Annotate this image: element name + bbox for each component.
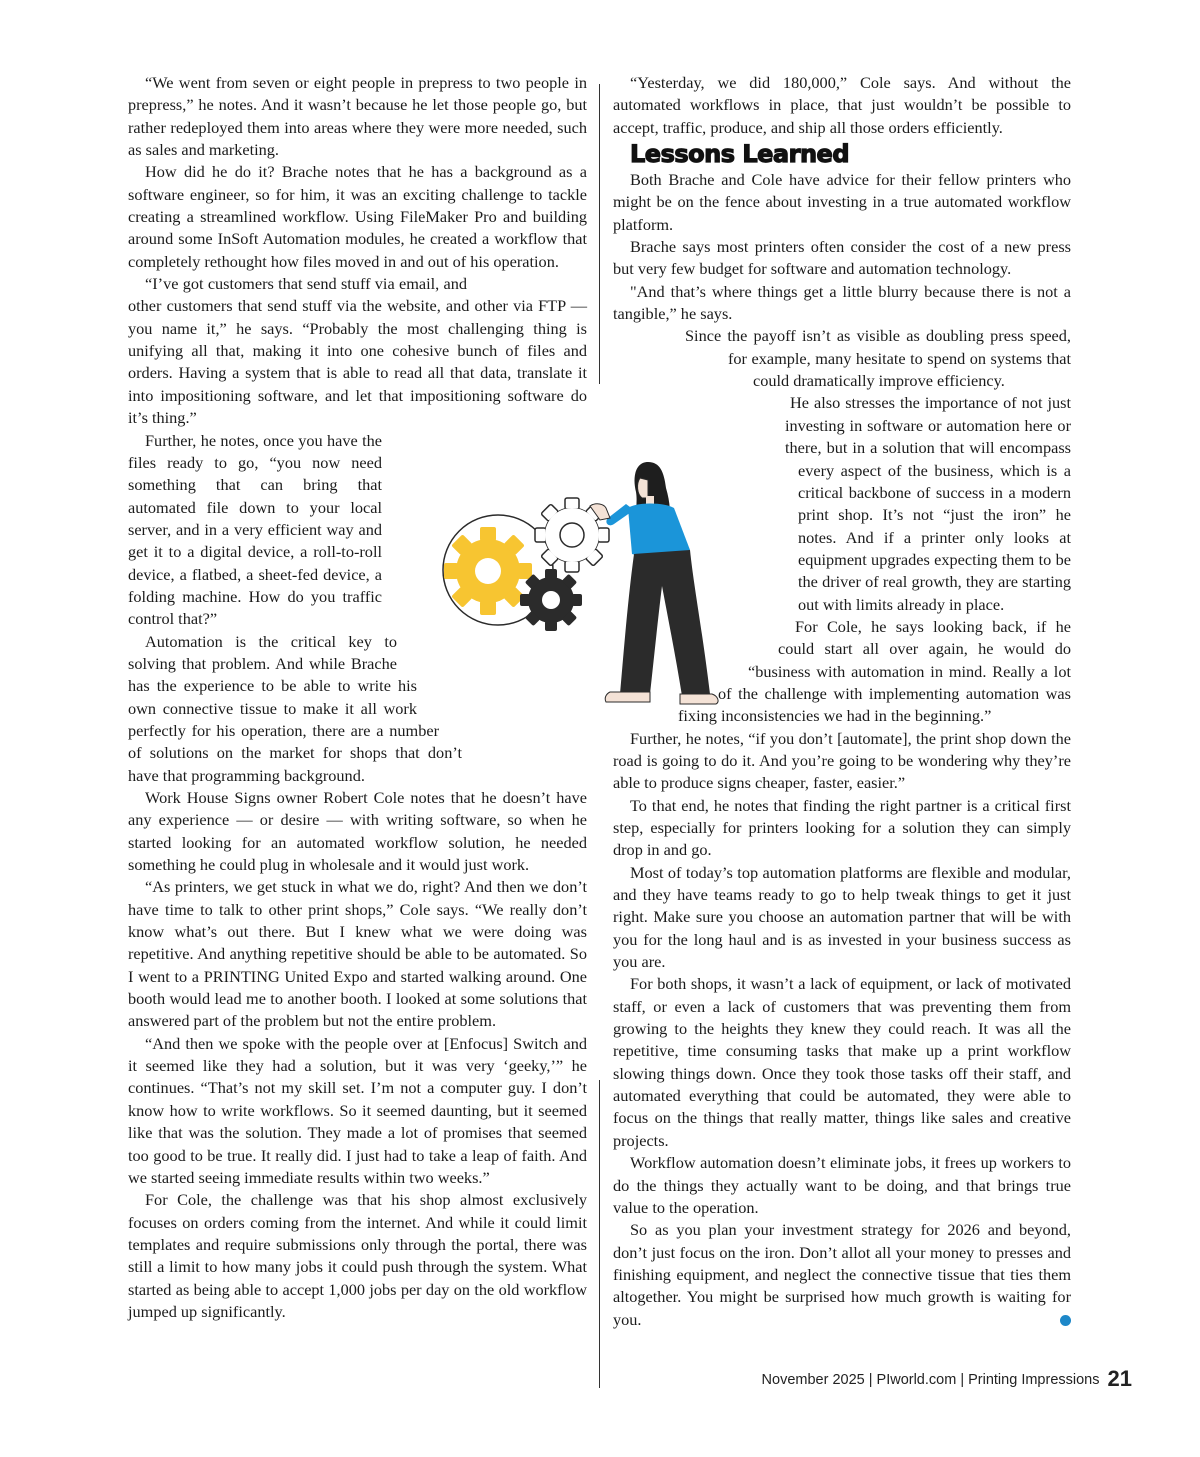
- body-paragraph: To that end, he notes that finding the right partner is a critical first step, especially for printers looking for a solution they can simply drop in and go.: [613, 795, 1071, 860]
- woman-with-gears-illustration: [440, 458, 740, 710]
- body-paragraph: Workflow automation doesn’t eliminate jobs, it frees up workers to do the things they actually want to be doing, and that brings true value to the operation.: [613, 1153, 1071, 1217]
- body-paragraph: Work House Signs owner Robert Cole notes that he doesn’t have any experience — or desire — with writing software, so when he started looking for an automated workflow solution, he needed something he could plug in wholesale and it would just work.: [128, 788, 587, 875]
- footer-text: November 2025 | PIworld.com | Printing Impressions: [761, 1372, 1100, 1388]
- end-mark-dot-icon: [1060, 1315, 1071, 1326]
- body-paragraph: “As printers, we get stuck in what we do, right? And then we don’t have time to talk to other print shops,” Cole says. “We really don’t know what’s out there. But I knew what we were doing was repetitive. And anything repetitive should be able to be automated. So I went to a PRINTING United Expo and started walking around. One booth would lead me to another booth. I looked at some solutions that answered part of the problem but not the entire problem.: [128, 877, 587, 1031]
- body-paragraph: For both shops, it wasn’t a lack of equipment, or lack of motivated staff, or even a lack of customers that was preventing them from growing to the heights they knew they could reach. It was all the repetitive, time consuming tasks that make up a print workflow slowing things down. Once they took those tasks off their staff, and automated everything that could be automated, they were able to focus on the things that really matter, things like sales and creative projects.: [613, 974, 1071, 1150]
- yellow-gear-icon: [444, 527, 532, 615]
- body-paragraph: “And then we spoke with the people over at [Enfocus] Switch and it seemed like they had a solution, but it was very ‘geeky,’” he continues. “That’s not my skill set. I’m not a computer guy. I don’t know how to write workflows. So it seemed daunting, but it seemed like that was the solution. They made a lot of promises that seemed too good to be true. It really did. I just had to take a leap of faith. And we started seeing immediate results within two weeks.”: [128, 1033, 587, 1187]
- body-paragraph: He also stresses the importance of not just investing in software or automation here or there, but in a solution that will encompass every aspect of the business, which is a critical backbone of success in a modern print shop. It’s not “just the iron” he notes. And if a printer only looks at equipment upgrades expecting them to be the driver of real growth, they are starting out with limits already in place.: [785, 393, 1071, 614]
- column-divider-bottom: [599, 1080, 600, 1388]
- body-paragraph-last: [613, 1219, 1071, 1331]
- body-paragraph: How did he do it? Brache notes that he has a background as a software engineer, so for him, it was an exciting challenge to tackle creating a streamlined workflow. Using FileMaker Pro and building around some InSoft Automation modules, he created a workflow that completely rethought how files moved in and out of his operation.: [128, 162, 587, 271]
- section-heading: Lessons Learned: [630, 140, 849, 169]
- page-footer: [762, 1366, 1132, 1392]
- body-paragraph: Brache says most printers often consider the cost of a new press but very few budget for software and automation technology.: [613, 237, 1071, 279]
- woman-figure-icon: [590, 462, 718, 704]
- body-paragraph: Further, he notes, once you have the files ready to go, “you now need something that can bring that automated file down to your local server, and in a very efficient way and get it to a digital device, a roll-to-roll device, a flatbed, a sheet-fed device, a folding machine. How do you traffic control that?”: [128, 430, 382, 629]
- page-number: 21: [1107, 1366, 1132, 1391]
- body-paragraph: “We went from seven or eight people in prepress to two people in prepress,” he notes. And it wasn’t because he let those people go, but rather redeployed them into areas where they were more needed, such as sales and marketing.: [128, 73, 587, 160]
- body-paragraph: “I’ve got customers that send stuff via email, and other customers that send stuff via the website, and other via FTP — you name it,” he says. “Probably the most challenging thing is unifying all that, making it into one cohesive bunch of files and orders. Having a system that is able to read all that data, translate it into impositioning software, and let that impositioning software do it’s thing.”: [128, 274, 587, 428]
- last-paragraph-text: So as you plan your investment strategy for 2026 and beyond, don’t just focus on the iron. Don’t allot all your money to presses and finishing equipment, and neglect the connective tissue that ties them altogether. You might be surprised how much growth is waiting for you.: [613, 1220, 1071, 1329]
- column-divider-top: [599, 84, 600, 384]
- body-paragraph: Automation is the critical key to solving that problem. And while Brache has the experience to be able to write his own connective tissue to make it all work perfectly for his operation, there are a number of solutions on the market for shops that don’t have that programming background.: [128, 631, 462, 785]
- dark-gear-icon: [520, 569, 582, 631]
- body-paragraph: For Cole, the challenge was that his shop almost exclusively focuses on orders coming from the internet. And while it could limit templates and require submissions only through the portal, there was still a limit to how many jobs it could push through the system. What started as being able to accept 1,000 jobs per day on the old workflow jumped up significantly.: [128, 1190, 587, 1321]
- body-paragraph: “Yesterday, we did 180,000,” Cole says. And without the automated workflows in place, that just wouldn’t be possible to accept, traffic, produce, and ship all those orders efficiently.: [613, 73, 1071, 137]
- body-paragraph: Most of today’s top automation platforms are flexible and modular, and they have teams ready to go to help tweak things to get it just right. Make sure you choose an automation partner that will be with you for the long haul and is as invested in your business success as you are.: [613, 862, 1071, 972]
- body-paragraph: "And that’s where things get a little blurry because there is not a tangible,” he says.: [613, 281, 1071, 324]
- body-paragraph: For Cole, he says looking back, if he could start all over again, he would do “business with automation in mind. Really a lot of the challenge with implementing automation was fixing inconsistencies we had in the beginning.”: [678, 616, 1071, 726]
- body-paragraph: Both Brache and Cole have advice for their fellow printers who might be on the fence about investing in a true automated workflow platform.: [613, 170, 1071, 234]
- body-paragraph: Further, he notes, “if you don’t [automate], the print shop down the road is going to do it. And you’re going to be wondering why they’re able to produce signs cheaper, faster, easier.”: [613, 728, 1071, 793]
- body-paragraph: Since the payoff isn’t as visible as doubling press speed, for example, many hesitate to spend on systems that could dramatically improve efficiency.: [685, 326, 1071, 391]
